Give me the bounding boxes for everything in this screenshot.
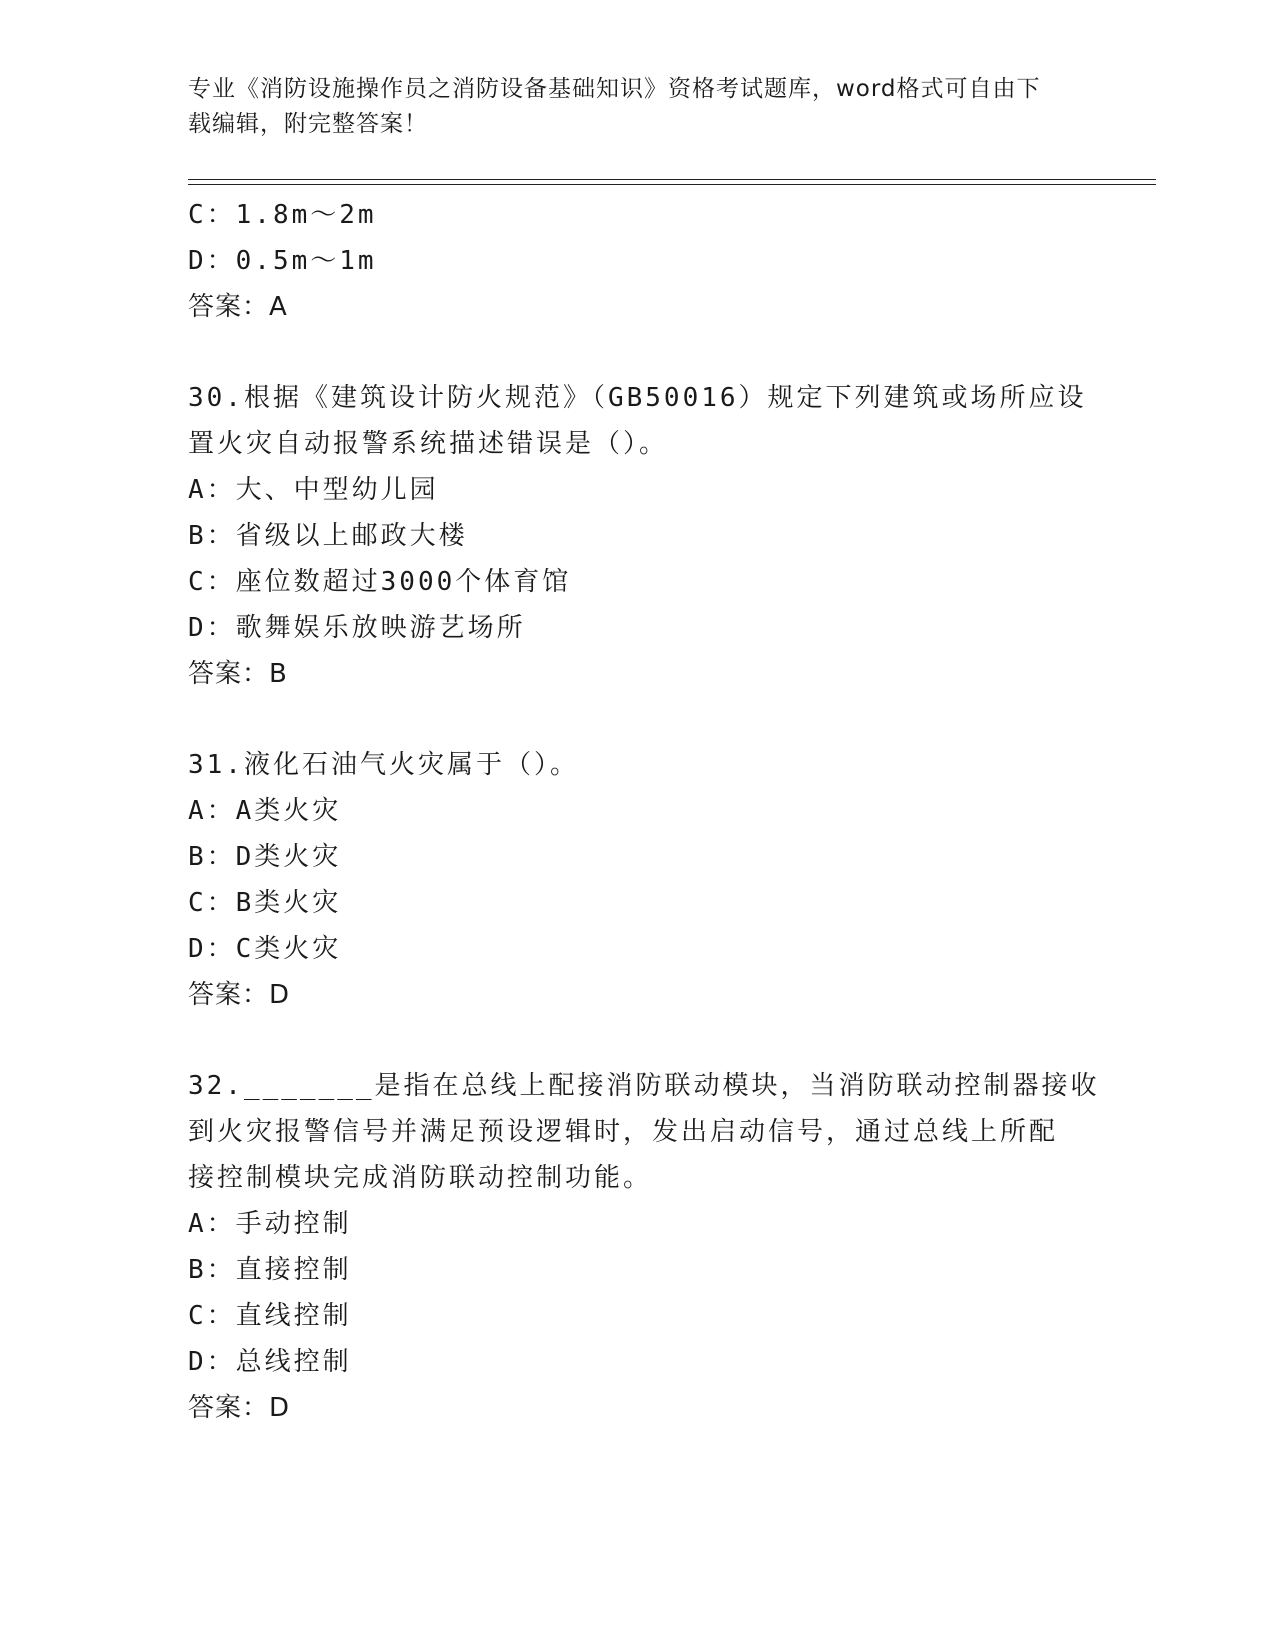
answer-line: 答案：D — [188, 1393, 291, 1423]
answer-line: 答案：B — [188, 659, 288, 689]
option-c: C：座位数超过3000个体育馆 — [188, 567, 572, 597]
question-body — [188, 192, 1100, 1431]
option-d: D：0.5m～1m — [188, 246, 377, 276]
option-d: D：总线控制 — [188, 1347, 352, 1377]
header-divider-top — [188, 179, 1156, 180]
spacer — [188, 1018, 1088, 1063]
header-line-2: 载编辑，附完整答案！ — [188, 111, 428, 137]
option-b: B：直接控制 — [188, 1255, 352, 1285]
question-30 — [188, 375, 1088, 697]
question-stem-line: 30.根据《建筑设计防火规范》（GB50016）规定下列建筑或场所应设 — [188, 383, 1087, 413]
option-d: D：歌舞娱乐放映游艺场所 — [188, 613, 526, 643]
option-a: A：A类火灾 — [188, 796, 342, 826]
question-stem-line: 到火灾报警信号并满足预设逻辑时，发出启动信号，通过总线上所配 — [188, 1117, 1059, 1147]
question-stem-line: 接控制模块完成消防联动控制功能。 — [188, 1163, 653, 1193]
option-b: B：D类火灾 — [188, 842, 342, 872]
spacer — [188, 330, 1088, 375]
question-stem-line: 32._______是指在总线上配接消防联动模块，当消防联动控制器接收 — [188, 1071, 1100, 1101]
question-stem-line: 置火灾自动报警系统描述错误是（）。 — [188, 429, 669, 459]
answer-line: 答案：D — [188, 980, 291, 1010]
continued-question — [188, 192, 1088, 330]
option-c: C：1.8m～2m — [188, 200, 377, 230]
question-stem-line: 31.液化石油气火灾属于（）。 — [188, 750, 579, 780]
option-a: A：大、中型幼儿园 — [188, 475, 439, 505]
option-d: D：C类火灾 — [188, 934, 342, 964]
option-c: C：直线控制 — [188, 1301, 352, 1331]
answer-line: 答案：A — [188, 292, 288, 322]
spacer — [188, 697, 1088, 742]
question-32 — [188, 1063, 1100, 1431]
header-divider-bottom — [188, 184, 1156, 185]
header-line-1: 专业《消防设施操作员之消防设备基础知识》资格考试题库，word格式可自由下 — [188, 76, 1041, 102]
document-header — [188, 72, 1068, 142]
option-b: B：省级以上邮政大楼 — [188, 521, 468, 551]
option-c: C：B类火灾 — [188, 888, 342, 918]
option-a: A：手动控制 — [188, 1209, 352, 1239]
question-31 — [188, 742, 1088, 1018]
